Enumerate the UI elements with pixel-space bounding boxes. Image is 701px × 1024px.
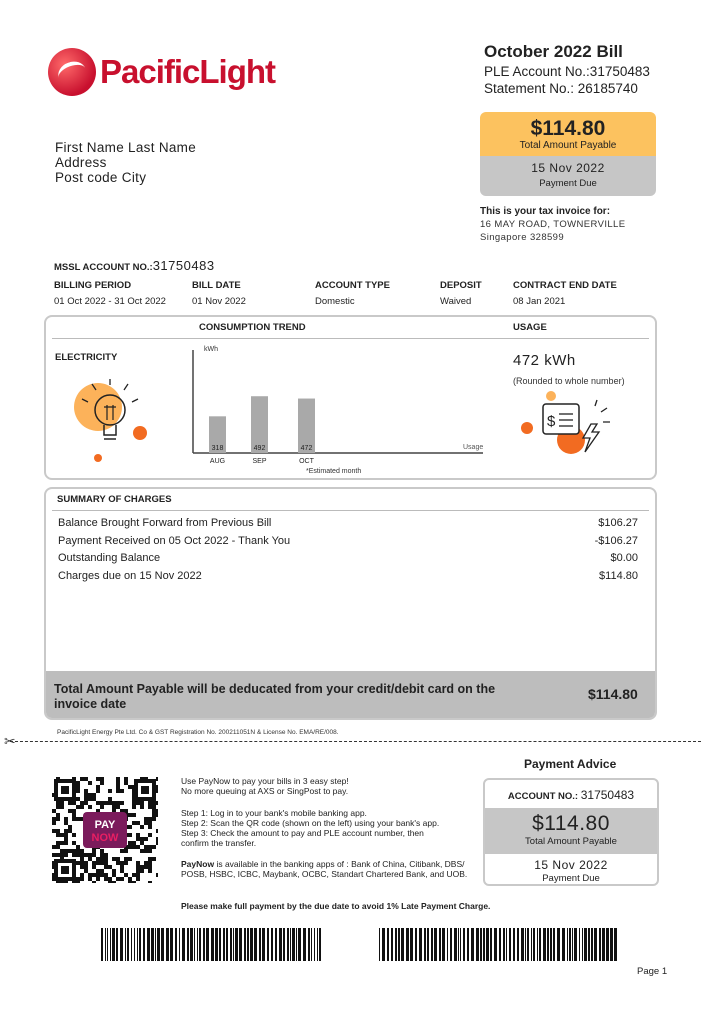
paynow-banks-2: POSB, HSBC, ICBC, Maybank, OCBC, Standart Chartered Bank, and UOB. bbox=[181, 869, 468, 879]
tax-invoice-postcode: Singapore 328599 bbox=[480, 232, 565, 243]
total-amount-value: $114.80 bbox=[530, 117, 606, 140]
total-payable-value: $114.80 bbox=[588, 686, 638, 702]
mssl-label: MSSL ACCOUNT NO.: bbox=[54, 262, 153, 273]
statement-number: Statement No.: 26185740 bbox=[484, 81, 638, 96]
chart-category-label: AUG bbox=[209, 458, 226, 465]
advice-due-date: 15 Nov 2022 bbox=[534, 858, 608, 872]
advice-due-label: Payment Due bbox=[542, 873, 600, 884]
ple-account-number: PLE Account No.:31750483 bbox=[484, 64, 650, 79]
paynow-step-2: Step 2: Scan the QR code (shown on the left) using your bank's app. bbox=[181, 818, 440, 828]
advice-amount: $114.80 bbox=[532, 812, 610, 835]
bill-title: October 2022 Bill bbox=[484, 42, 623, 61]
billing-period-value: 01 Oct 2022 - 31 Oct 2022 bbox=[54, 296, 166, 307]
total-payable-text: Total Amount Payable will be deducated from your credit/debit card on the invoice date bbox=[54, 682, 496, 711]
pacificlight-logo bbox=[48, 46, 278, 98]
tax-invoice-address: 16 MAY ROAD, TOWNERVILLE bbox=[480, 219, 626, 230]
paynow-line-2: No more queuing at AXS or SingPost to pay. bbox=[181, 786, 349, 796]
customer-name: First Name Last Name bbox=[55, 140, 197, 155]
bill-usage-icon bbox=[515, 388, 625, 463]
bill-date-header: BILL DATE bbox=[192, 280, 241, 291]
advice-account: ACCOUNT NO.: 31750483 bbox=[507, 788, 635, 802]
chart-bar-value: 492 bbox=[253, 445, 266, 452]
summary-row-value: $0.00 bbox=[610, 552, 638, 564]
summary-header: SUMMARY OF CHARGES bbox=[57, 494, 172, 505]
summary-row-value: $106.27 bbox=[598, 517, 638, 529]
deposit-header: DEPOSIT bbox=[440, 280, 482, 291]
chart-category-label: OCT bbox=[299, 458, 314, 465]
late-payment-notice: Please make full payment by the due date to avoid 1% Late Payment Charge. bbox=[181, 901, 491, 911]
scissors-icon: ✂ bbox=[4, 733, 16, 749]
paynow-qr-code[interactable] bbox=[52, 777, 158, 883]
registration-text: PacificLight Energy Pte Ltd. Co & GST Registration No. 200211051N & License No. EMA/RE/008. bbox=[57, 729, 339, 736]
advice-amount-label: Total Amount Payable bbox=[525, 836, 617, 847]
lightbulb-icon bbox=[60, 375, 160, 465]
consumption-trend-header: CONSUMPTION TREND bbox=[199, 322, 306, 333]
payment-advice-box bbox=[483, 778, 659, 886]
logo-mark-icon bbox=[48, 48, 96, 96]
summary-row-value: -$106.27 bbox=[594, 535, 638, 547]
svg-text:NOW: NOW bbox=[91, 832, 119, 844]
usage-note: (Rounded to whole number) bbox=[513, 376, 625, 386]
amount-due-box bbox=[480, 112, 656, 196]
due-date-label: Payment Due bbox=[539, 178, 597, 189]
svg-text:$: $ bbox=[547, 413, 556, 430]
summary-row-label: Charges due on 15 Nov 2022 bbox=[58, 570, 202, 582]
deposit-value: Waived bbox=[440, 296, 472, 307]
mssl-account bbox=[54, 258, 215, 273]
paynow-banks-1: PayNow is available in the banking apps of : Bank of China, Citibank, DBS/ bbox=[181, 859, 465, 869]
barcode-left bbox=[101, 928, 323, 961]
due-date: 15 Nov 2022 bbox=[531, 161, 605, 175]
customer-address: Address bbox=[55, 155, 107, 170]
estimated-note: *Estimated month bbox=[306, 468, 362, 475]
chart-bar-value: 318 bbox=[211, 445, 224, 452]
billing-period-header: BILLING PERIOD bbox=[54, 280, 132, 291]
paynow-step-1: Step 1: Log in to your bank's mobile banking app. bbox=[181, 808, 367, 818]
chart-category-label: SEP bbox=[252, 458, 267, 465]
usage-header: USAGE bbox=[513, 322, 547, 333]
payment-advice-title: Payment Advice bbox=[524, 757, 617, 771]
chart-y-label: kWh bbox=[204, 346, 218, 353]
chart-x-label: Usage bbox=[463, 444, 484, 451]
barcode-right bbox=[379, 928, 619, 961]
bill-date-value: 01 Nov 2022 bbox=[192, 296, 246, 307]
paynow-step-3: Step 3: Check the amount to pay and PLE account number, then bbox=[181, 828, 424, 838]
cut-line bbox=[10, 741, 701, 742]
account-type-value: Domestic bbox=[315, 296, 355, 307]
paynow-step-3b: confirm the transfer. bbox=[181, 838, 257, 848]
logo-text: PacificLight bbox=[100, 53, 276, 90]
consumption-chart bbox=[186, 340, 491, 475]
contract-end-value: 08 Jan 2021 bbox=[513, 296, 566, 307]
summary-row-label: Payment Received on 05 Oct 2022 - Thank You bbox=[58, 535, 291, 547]
electricity-label: ELECTRICITY bbox=[55, 352, 118, 363]
page-number: Page 1 bbox=[637, 966, 668, 977]
mssl-value: 31750483 bbox=[152, 258, 215, 273]
tax-invoice-title: This is your tax invoice for: bbox=[480, 206, 611, 217]
usage-value: 472 kWh bbox=[513, 352, 576, 369]
paynow-badge: PAY bbox=[94, 819, 116, 831]
paynow-line-1: Use PayNow to pay your bills in 3 easy step! bbox=[181, 776, 349, 786]
account-type-header: ACCOUNT TYPE bbox=[315, 280, 390, 291]
contract-end-header: CONTRACT END DATE bbox=[513, 280, 617, 291]
chart-bar-value: 472 bbox=[300, 445, 313, 452]
customer-city: Post code City bbox=[55, 170, 147, 185]
summary-row-label: Outstanding Balance bbox=[58, 552, 161, 564]
summary-row-label: Balance Brought Forward from Previous Bill bbox=[58, 517, 272, 529]
total-amount-label: Total Amount Payable bbox=[519, 140, 617, 151]
summary-row-value: $114.80 bbox=[599, 570, 638, 582]
